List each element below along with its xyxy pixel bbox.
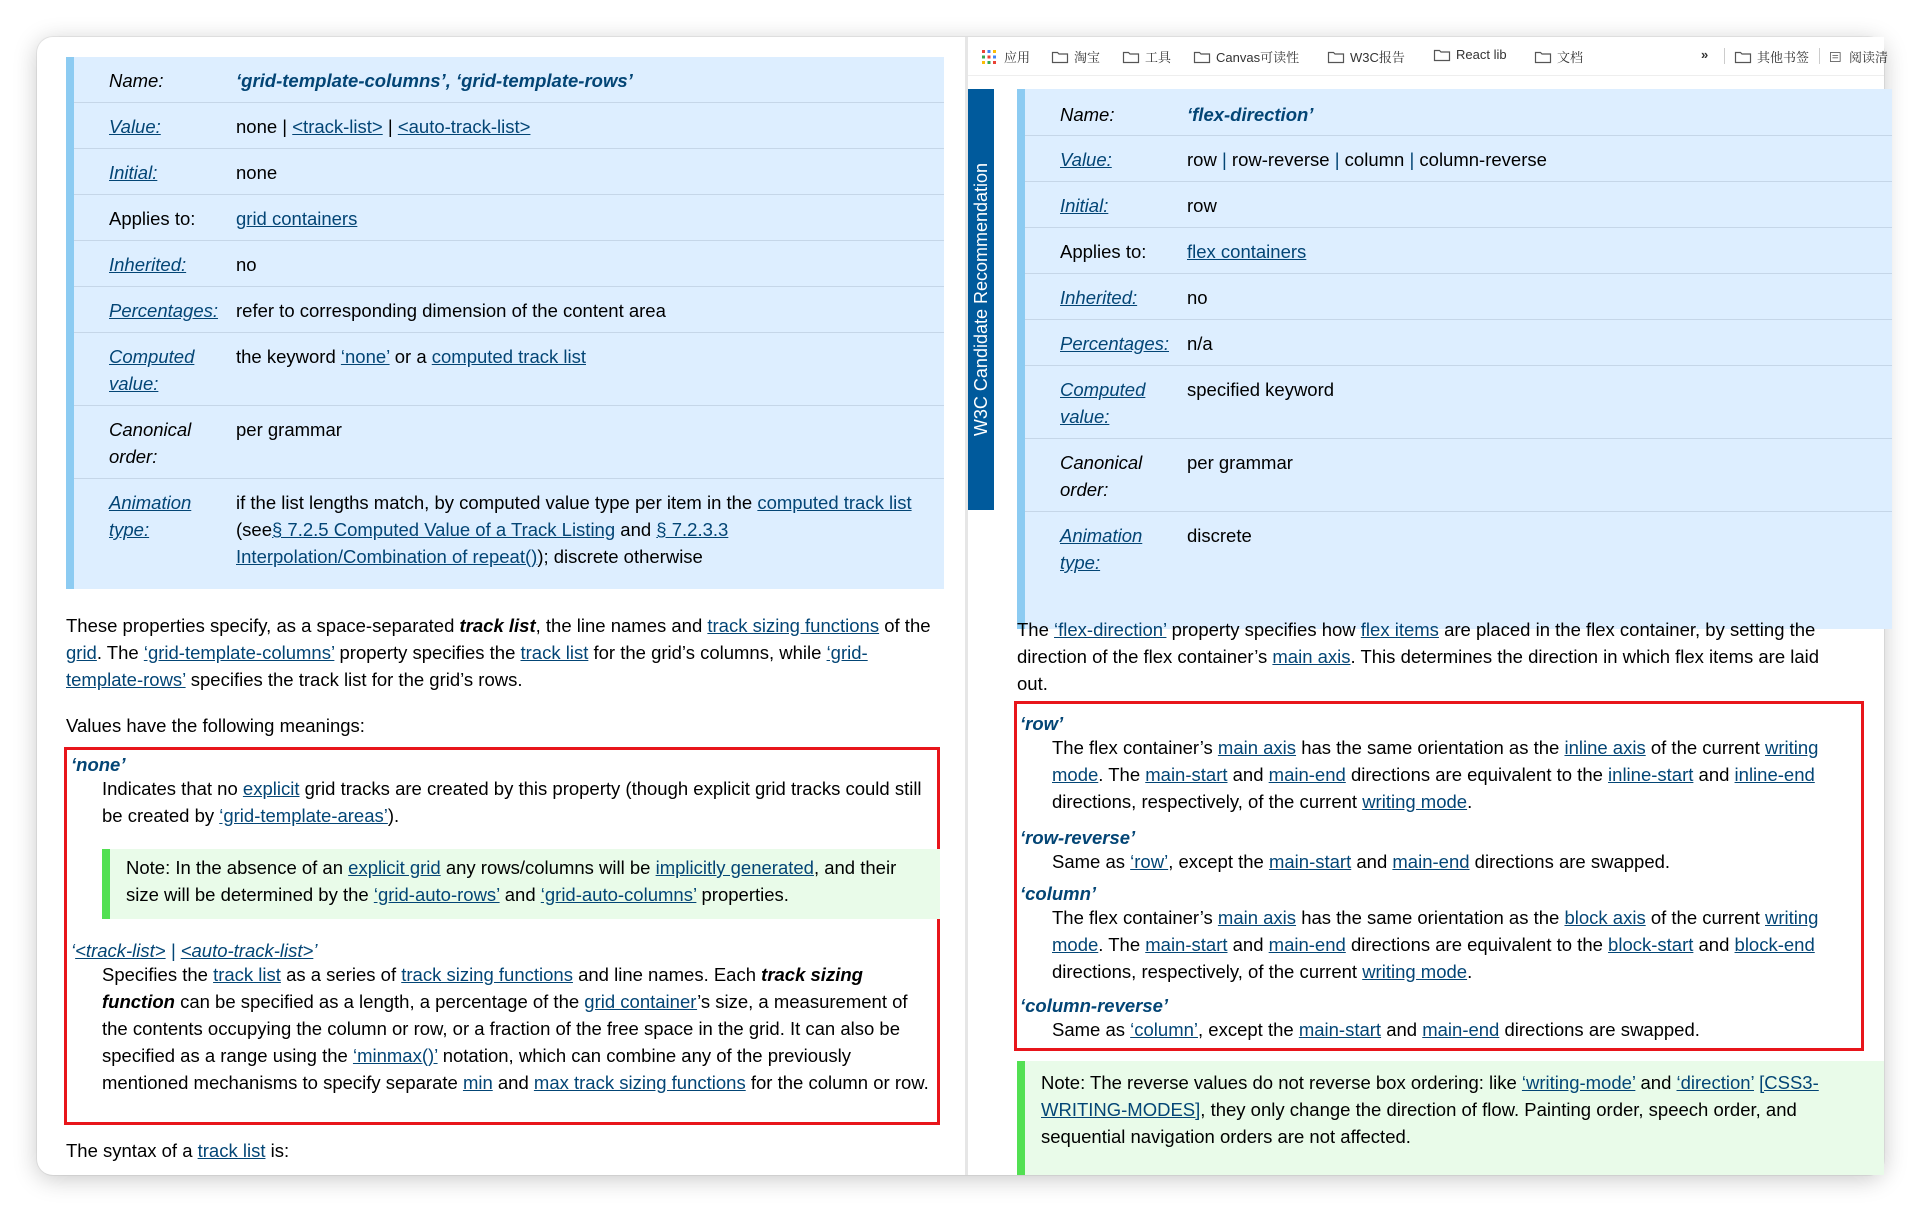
reading-list-icon (1830, 51, 1843, 63)
block-axis-link[interactable]: block axis (1564, 907, 1646, 928)
bookmarks-overflow-button[interactable]: » (1701, 47, 1709, 62)
main-start-link[interactable]: main-start (1145, 934, 1228, 955)
track-list-term-link[interactable]: <track-list> (75, 940, 166, 961)
grid-template-areas-link[interactable]: ‘grid-template-areas’ (219, 805, 388, 826)
def-computed-value: specified keyword (1187, 379, 1335, 400)
main-axis-link[interactable]: main axis (1272, 646, 1351, 667)
value-label-link[interactable]: Value: (1060, 149, 1112, 170)
values-meaning-text: Values have the following meanings: (66, 715, 365, 736)
apps-grid-icon (982, 50, 996, 64)
folder-icon (1735, 51, 1751, 63)
folder-icon (1123, 51, 1139, 63)
bookmark-folder-react[interactable]: React lib (1434, 47, 1507, 62)
grid-auto-columns-link[interactable]: ‘grid-auto-columns’ (540, 884, 697, 905)
computed-track-list-link[interactable]: computed track list (757, 492, 912, 513)
computed-track-list-link[interactable]: computed track list (431, 346, 586, 367)
row-term: ‘row’ (1020, 713, 1064, 734)
right-intro-paragraph: The ‘flex-direction’ property specifies how flex items are placed in the flex container, by setting the direction of the flex container’s main axis. This determines the direction in which flex items are laid out. (1017, 619, 1820, 694)
row-reverse-term: ‘row-reverse’ (1020, 827, 1136, 848)
writing-mode-property-link[interactable]: ‘writing-mode’ (1521, 1072, 1636, 1093)
grid-template-rows-link[interactable]: ‘grid-template-rows’ (66, 642, 868, 690)
w3c-status-ribbon[interactable] (968, 89, 994, 510)
none-term: ‘none’ (71, 754, 126, 775)
inherited-label-link[interactable]: Inherited: (1060, 287, 1138, 308)
initial-label-link[interactable]: Initial: (109, 162, 158, 183)
bookmark-apps[interactable]: 应用 (982, 47, 1030, 66)
def-name-value: ‘flex-direction’ (1187, 104, 1314, 125)
main-end-link[interactable]: main-end (1268, 764, 1346, 785)
max-track-sizing-functions-link[interactable]: max track sizing functions (533, 1072, 746, 1093)
def-percentages-value: refer to corresponding dimension of the content area (236, 300, 666, 321)
def-canonical-value: per grammar (236, 419, 342, 440)
implicitly-generated-link[interactable]: implicitly generated (655, 857, 814, 878)
def-percentages-value: n/a (1187, 333, 1213, 354)
def-row-canonical (74, 406, 944, 479)
def-value: row | row-reverse | column | column-reverse (1187, 149, 1547, 170)
left-property-def-table (66, 57, 944, 589)
folder-icon (1434, 49, 1450, 61)
column-term: ‘column’ (1020, 883, 1097, 904)
column-reverse-description: Same as ‘column’, except the main-start and main-end directions are swapped. (1052, 1019, 1700, 1040)
track-sizing-functions-link[interactable]: track sizing functions (401, 964, 573, 985)
bookmark-folder-canvas[interactable]: Canvas可读性 (1194, 47, 1299, 66)
animation-label-link[interactable]: Animation type: (1060, 525, 1143, 573)
none-description: Indicates that no explicit grid tracks are created by this property (though explicit grid tracks could still be created by ‘grid-template-areas’). (102, 778, 922, 826)
def-animation-value: if the list lengths match, by computed value type per item in the computed track list (see§ 7.2.5 Computed Value of a Track Listing and § 7.2.3.3 Interpolation/Combination of repeat()); discrete otherwise (236, 492, 912, 567)
grid-link[interactable]: grid (66, 642, 97, 663)
def-name-value: ‘grid-template-columns’, ‘grid-template-rows’ (236, 70, 633, 91)
section-7-2-3-3-link[interactable]: § 7.2.3.3 Interpolation/Combination of repeat() (236, 519, 729, 567)
def-label: Canonical order: (109, 419, 192, 467)
def-label: Applies to: (109, 208, 196, 229)
animation-label-link[interactable]: Animation type: (109, 492, 192, 540)
row-reverse-description: Same as ‘row’, except the main-start and main-end directions are swapped. (1052, 851, 1671, 872)
auto-track-list-link[interactable]: <auto-track-list> (397, 116, 531, 137)
bookmarks-separator (1819, 48, 1820, 64)
grid-containers-link[interactable]: grid containers (236, 208, 358, 229)
explicit-link[interactable]: explicit (242, 778, 300, 799)
right-property-def-table (1017, 89, 1892, 629)
bookmark-other[interactable]: 其他书签 (1735, 47, 1809, 66)
folder-icon (1328, 51, 1344, 63)
grid-template-columns-link[interactable]: ‘grid-template-columns’ (143, 642, 335, 663)
def-inherited-value: no (236, 254, 257, 275)
inline-end-link[interactable]: inline-end (1734, 764, 1815, 785)
bookmarks-bar (968, 37, 1889, 76)
track-list-link[interactable]: track list (213, 964, 281, 985)
right-browser-pane[interactable] (968, 37, 1889, 1175)
writing-mode-link[interactable]: writing mode (1362, 961, 1468, 982)
def-label: Name: (1060, 104, 1115, 125)
percentages-label-link[interactable]: Percentages: (109, 300, 219, 321)
column-description: The flex container’s main axis has the same orientation as the block axis of the current writing mode. The main-start and main-end directions are equivalent to the block-start and block-end directions, respectively, of the current writing mode. (1052, 907, 1819, 982)
def-animation-value: discrete (1187, 525, 1252, 546)
writing-mode-link[interactable]: writing mode (1052, 907, 1819, 955)
computed-label-link[interactable]: Computed value: (1060, 379, 1146, 427)
bookmark-folder-tools[interactable]: 工具 (1123, 47, 1171, 66)
track-list-link[interactable]: <track-list> (292, 116, 383, 137)
def-label: Applies to: (1060, 241, 1147, 262)
def-inherited-value: no (1187, 287, 1208, 308)
folder-icon (1052, 51, 1068, 63)
track-sizing-functions-link[interactable]: track sizing functions (707, 615, 880, 636)
min-link[interactable]: min (462, 1072, 493, 1093)
track-list-link[interactable]: track list (520, 642, 589, 663)
computed-label-link[interactable]: Computed value: (109, 346, 195, 394)
grid-container-link[interactable]: grid container (584, 991, 698, 1012)
row-description: The flex container’s main axis has the same orientation as the inline axis of the current writing mode. The main-start and main-end directions are equivalent to the inline-start and inline-end directions, respectively, of the current writing mode. (1052, 737, 1819, 812)
track-list-link[interactable]: track list (197, 1140, 266, 1161)
left-intro-paragraph: These properties specify, as a space-separated track list, the line names and track sizing functions of the grid. The ‘grid-template-columns’ property specifies the track list for the grid’s columns, while ‘grid-template-rows’ specifies the track list for the grid’s rows. (66, 615, 931, 690)
track-list-syntax-text: The syntax of a track list is: (66, 1140, 290, 1161)
flex-direction-link[interactable]: ‘flex-direction’ (1054, 619, 1167, 640)
folder-icon (1535, 51, 1551, 63)
def-label: Canonical order: (1060, 452, 1143, 500)
column-reverse-term: ‘column-reverse’ (1020, 995, 1169, 1016)
percentages-label-link[interactable]: Percentages: (1060, 333, 1170, 354)
section-7-2-5-link[interactable]: § 7.2.5 Computed Value of a Track Listing (272, 519, 616, 540)
direction-property-link[interactable]: ‘direction’ (1676, 1072, 1754, 1093)
def-row-initial (74, 149, 944, 195)
value-label-link[interactable]: Value: (109, 116, 161, 137)
auto-track-list-term-link[interactable]: <auto-track-list> (180, 940, 314, 961)
def-row-applies (74, 195, 944, 241)
main-start-link[interactable]: main-start (1268, 851, 1352, 872)
reading-list-button[interactable]: 阅读清 (1830, 47, 1888, 66)
main-start-link[interactable]: main-start (1145, 764, 1228, 785)
main-axis-link[interactable]: main axis (1217, 907, 1297, 928)
row-keyword-link[interactable]: ‘row’ (1130, 851, 1169, 872)
inherited-label-link[interactable]: Inherited: (109, 254, 187, 275)
def-value: none | <track-list> | <auto-track-list> (236, 116, 531, 137)
main-axis-link[interactable]: main axis (1217, 737, 1297, 758)
def-row-percentages (74, 287, 944, 333)
main-start-link[interactable]: main-start (1298, 1019, 1382, 1040)
folder-icon (1194, 51, 1210, 63)
left-note-box: Note: In the absence of an explicit grid any rows/columns will be implicitly generated, and their size will be determined by the ‘grid-auto-rows’ and ‘grid-auto-columns’ properties. (102, 849, 940, 919)
none-keyword-link[interactable]: ‘none’ (340, 346, 390, 367)
def-canonical-value: per grammar (1187, 452, 1293, 473)
def-label: Name: (109, 70, 164, 91)
def-initial-value: none (236, 162, 278, 183)
def-computed-value: the keyword ‘none’ or a computed track list (236, 346, 586, 367)
bookmark-folder-w3c[interactable]: W3C报告 (1328, 47, 1405, 66)
writing-mode-link[interactable]: writing mode (1052, 737, 1819, 785)
def-row-animation (74, 479, 944, 579)
screenshot-frame (37, 37, 1889, 1175)
column-keyword-link[interactable]: ‘column’ (1130, 1019, 1199, 1040)
def-initial-value: row (1187, 195, 1217, 216)
track-list-description: Specifies the track list as a series of track sizing functions and line names. Each track sizing function can be specified as a length, a percentage of the grid container’s size, a measurement of the contents occupying the column or row, or a fraction of the free space in the grid. It can also be specified as a range using the ‘minmax()’ notation, which can combine any of the previously mentioned mechanisms to specify separate min and max track sizing functions for the column or row. (102, 964, 929, 1093)
w3c-ribbon-label: W3C Candidate Recommendation (971, 162, 991, 437)
main-end-link[interactable]: main-end (1268, 934, 1346, 955)
bookmark-folder-taobao[interactable]: 淘宝 (1052, 47, 1100, 66)
bookmarks-separator (1724, 48, 1725, 64)
writing-mode-link[interactable]: writing mode (1362, 791, 1468, 812)
initial-label-link[interactable]: Initial: (1060, 195, 1109, 216)
left-browser-pane[interactable] (37, 37, 965, 1175)
explicit-grid-link[interactable]: explicit grid (348, 857, 441, 878)
css3-writing-modes-ref-link[interactable]: [CSS3-WRITING-MODES] (1041, 1072, 1819, 1120)
bookmark-folder-docs[interactable]: 文档 (1535, 47, 1583, 66)
right-note-box: Note: The reverse values do not reverse box ordering: like ‘writing-mode’ and ‘direction’ [CSS3-WRITING-MODES], they only change the direction of flow. Painting order, speech order, and sequential navigation orders are not affected. (1017, 1061, 1884, 1175)
def-row-inherited (74, 241, 944, 287)
track-list-term: ‘<track-list> | <auto-track-list>’ (71, 940, 318, 961)
def-row-computed (74, 333, 944, 406)
inline-start-link[interactable]: inline-start (1608, 764, 1694, 785)
flex-items-link[interactable]: flex items (1360, 619, 1439, 640)
block-start-link[interactable]: block-start (1608, 934, 1694, 955)
def-row-value (74, 103, 944, 149)
grid-auto-rows-link[interactable]: ‘grid-auto-rows’ (373, 884, 500, 905)
block-end-link[interactable]: block-end (1734, 934, 1815, 955)
flex-containers-link[interactable]: flex containers (1187, 241, 1307, 262)
main-end-link[interactable]: main-end (1422, 1019, 1500, 1040)
def-row-name (74, 57, 944, 103)
inline-axis-link[interactable]: inline axis (1564, 737, 1646, 758)
minmax-link[interactable]: ‘minmax()’ (352, 1045, 438, 1066)
main-end-link[interactable]: main-end (1392, 851, 1470, 872)
